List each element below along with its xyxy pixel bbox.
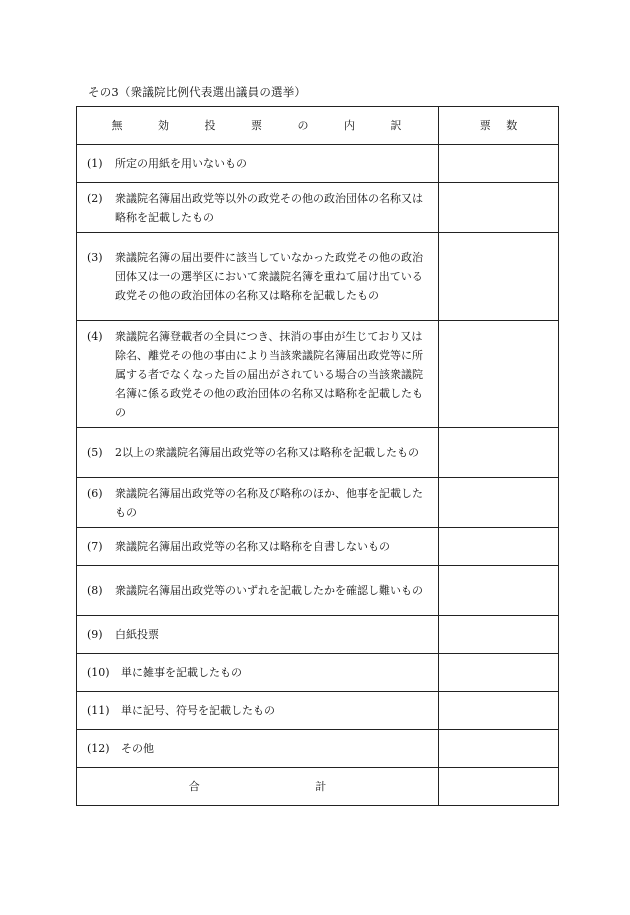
vote-count-cell[interactable]	[439, 616, 559, 654]
row-number: (9)	[87, 628, 103, 641]
vote-count-cell[interactable]	[439, 730, 559, 768]
row-description: 単に雑事を記載したもの	[121, 666, 242, 679]
form-caption: その3（衆議院比例代表選出議員の選挙）	[88, 85, 307, 99]
header-char: 票	[251, 119, 264, 132]
row-description: 衆議院名簿登載者の全員につき、抹消の事由が生じており又は除名、離党その他の事由により当該衆議院名簿届出政党等に所属する者でなくなった旨の届出がされている場合の当該衆議院名簿に係る政党その他の政治団体の名称又は略称を記載したもの	[115, 329, 423, 419]
vote-count-cell[interactable]	[439, 183, 559, 233]
table-row	[77, 233, 559, 321]
header-char: の	[297, 119, 311, 132]
table-row	[77, 616, 559, 654]
vote-count-cell[interactable]	[439, 145, 559, 183]
row-description: 衆議院名簿届出政党等のいずれを記載したかを確認し難いもの	[115, 584, 423, 597]
table-row	[77, 428, 559, 478]
vote-count-cell[interactable]	[439, 654, 559, 692]
table-row	[77, 145, 559, 183]
header-char: 票	[479, 119, 491, 132]
table-row	[77, 528, 559, 566]
vote-count-cell[interactable]	[439, 321, 559, 428]
total-row	[77, 768, 559, 806]
row-number: (12)	[87, 742, 110, 755]
vote-count-cell[interactable]	[439, 528, 559, 566]
table-row	[77, 692, 559, 730]
table-row	[77, 321, 559, 428]
row-description: 衆議院名簿届出政党等以外の政党その他の政治団体の名称又は略称を記載したもの	[115, 191, 423, 224]
header-char: 無	[111, 119, 125, 132]
breakdown-header	[77, 107, 439, 145]
header-char: 内	[344, 119, 357, 132]
row-description: 衆議院名簿の届出要件に該当していなかった政党その他の政治団体又は一の選挙区において衆議院名簿を重ねて届け出ている政党その他の政治団体の名称又は略称を記載したもの	[115, 251, 423, 302]
table-row	[77, 654, 559, 692]
vote-count-cell[interactable]	[439, 566, 559, 616]
row-description: その他	[121, 742, 154, 755]
row-number: (1)	[87, 157, 103, 170]
row-description: 2以上の衆議院名簿届出政党等の名称又は略称を記載したもの	[115, 446, 419, 459]
row-description: 単に記号、符号を記載したもの	[121, 704, 275, 717]
row-number: (11)	[87, 704, 110, 717]
row-number: (3)	[87, 251, 103, 264]
vote-count-cell[interactable]	[439, 692, 559, 730]
vote-count-cell[interactable]	[439, 233, 559, 321]
row-description: 衆議院名簿届出政党等の名称又は略称を自書しないもの	[115, 540, 390, 553]
header-char: 投	[204, 119, 218, 132]
header-char: 数	[506, 119, 518, 132]
total-count-cell[interactable]	[439, 768, 559, 806]
total-char: 合	[188, 780, 200, 793]
invalid-votes-table	[76, 106, 559, 806]
row-number: (8)	[87, 584, 103, 597]
table-row	[77, 478, 559, 528]
vote-count-cell[interactable]	[439, 478, 559, 528]
table-row	[77, 730, 559, 768]
row-number: (7)	[87, 540, 103, 553]
row-number: (5)	[87, 446, 103, 459]
row-number: (6)	[87, 486, 103, 500]
vote-count-header	[439, 107, 559, 145]
total-char: 計	[315, 780, 327, 793]
total-label	[77, 768, 439, 806]
row-number: (4)	[87, 329, 103, 343]
row-description: 白紙投票	[115, 628, 159, 641]
row-description: 所定の用紙を用いないもの	[115, 157, 247, 170]
vote-count-cell[interactable]	[439, 428, 559, 478]
row-description: 衆議院名簿届出政党等の名称及び略称のほか、他事を記載したもの	[115, 486, 423, 519]
header-char: 効	[158, 119, 171, 132]
row-number: (10)	[87, 666, 110, 679]
header-row	[77, 107, 559, 145]
table-row	[77, 566, 559, 616]
table-row	[77, 183, 559, 233]
row-number: (2)	[87, 191, 103, 205]
header-char: 訳	[390, 119, 404, 132]
